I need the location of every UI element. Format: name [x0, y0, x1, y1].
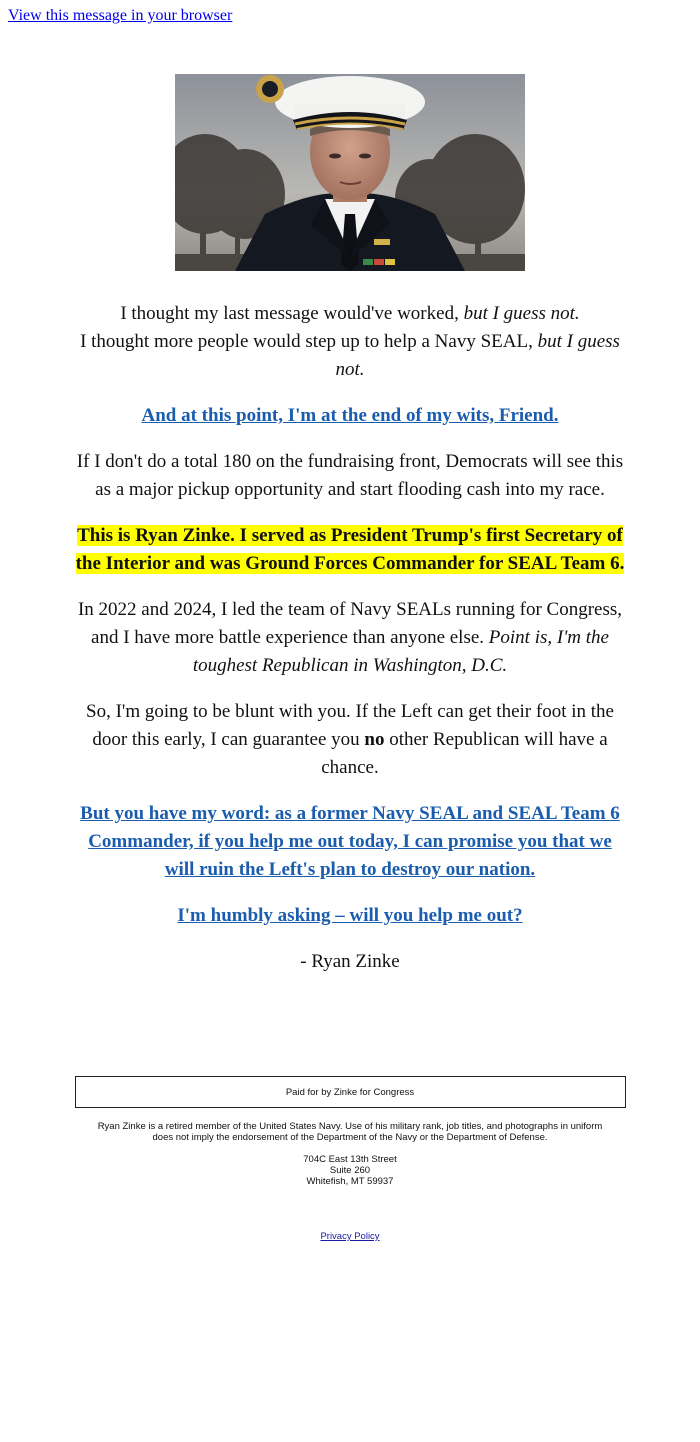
paid-for-text: Paid for by Zinke for Congress — [285, 1086, 415, 1098]
end-of-wits-link[interactable]: And at this point, I'm at the end of my wits, Friend. — [141, 405, 559, 426]
highlighted-bio: This is Ryan Zinke. I served as President Trump's first Secretary of the Interior and was Ground Forces Commander for SEAL Team 6. — [75, 525, 625, 574]
message-body — [72, 300, 628, 994]
mailing-address — [0, 1154, 700, 1187]
fundraising-paragraph: If I don't do a total 180 on the fundraising front, Democrats will see this as a major pickup opportunity and start flooding cash into my race. — [76, 451, 624, 500]
address-line-1: 704C East 13th Street — [303, 1154, 397, 1165]
disclaimer-text: Ryan Zinke is a retired member of the United States Navy. Use of his military rank, job titles, and photographs in uniform does not imply the endorsement of the Department of the Navy or the Department of Defense. — [97, 1121, 603, 1143]
signature: - Ryan Zinke — [300, 951, 400, 972]
opening-line-1-italic: but I guess not. — [463, 303, 580, 324]
blunt-text-bold: no — [364, 729, 385, 750]
opening-line-2-italic: but I guess not. — [335, 331, 620, 380]
opening-line-1: I thought my last message would've worked, — [120, 303, 464, 324]
privacy-policy-link[interactable]: Privacy Policy — [320, 1231, 380, 1242]
promise-link[interactable]: But you have my word: as a former Navy SEAL and SEAL Team 6 Commander, if you help me out today, I can promise you that we will ruin the Left's plan to destroy our nation. — [80, 803, 620, 880]
opening-line-2: I thought more people would step up to help a Navy SEAL, — [80, 331, 538, 352]
blunt-paragraph — [72, 698, 628, 782]
blunt-text-after: other Republican will have a chance. — [321, 729, 608, 778]
paid-for-box — [75, 1076, 626, 1108]
help-me-out-link[interactable]: I'm humbly asking – will you help me out? — [177, 905, 523, 926]
experience-text: In 2022 and 2024, I led the team of Navy SEALs running for Congress, and I have more battle experience than anyone else. — [77, 599, 623, 648]
blunt-text-before: So, I'm going to be blunt with you. If the Left can get their foot in the door this early, I can guarantee you — [86, 701, 614, 750]
experience-paragraph — [72, 596, 628, 680]
experience-italic: Point is, I'm the toughest Republican in Washington, D.C. — [192, 627, 609, 676]
opening-paragraph — [72, 300, 628, 384]
hero-image — [175, 74, 525, 271]
address-line-2: Suite 260 — [329, 1165, 371, 1176]
view-in-browser-link[interactable]: View this message in your browser — [8, 7, 233, 24]
navy-officer-portrait-icon — [175, 74, 525, 271]
address-line-3: Whitefish, MT 59937 — [306, 1176, 394, 1187]
footer — [0, 1076, 700, 1242]
